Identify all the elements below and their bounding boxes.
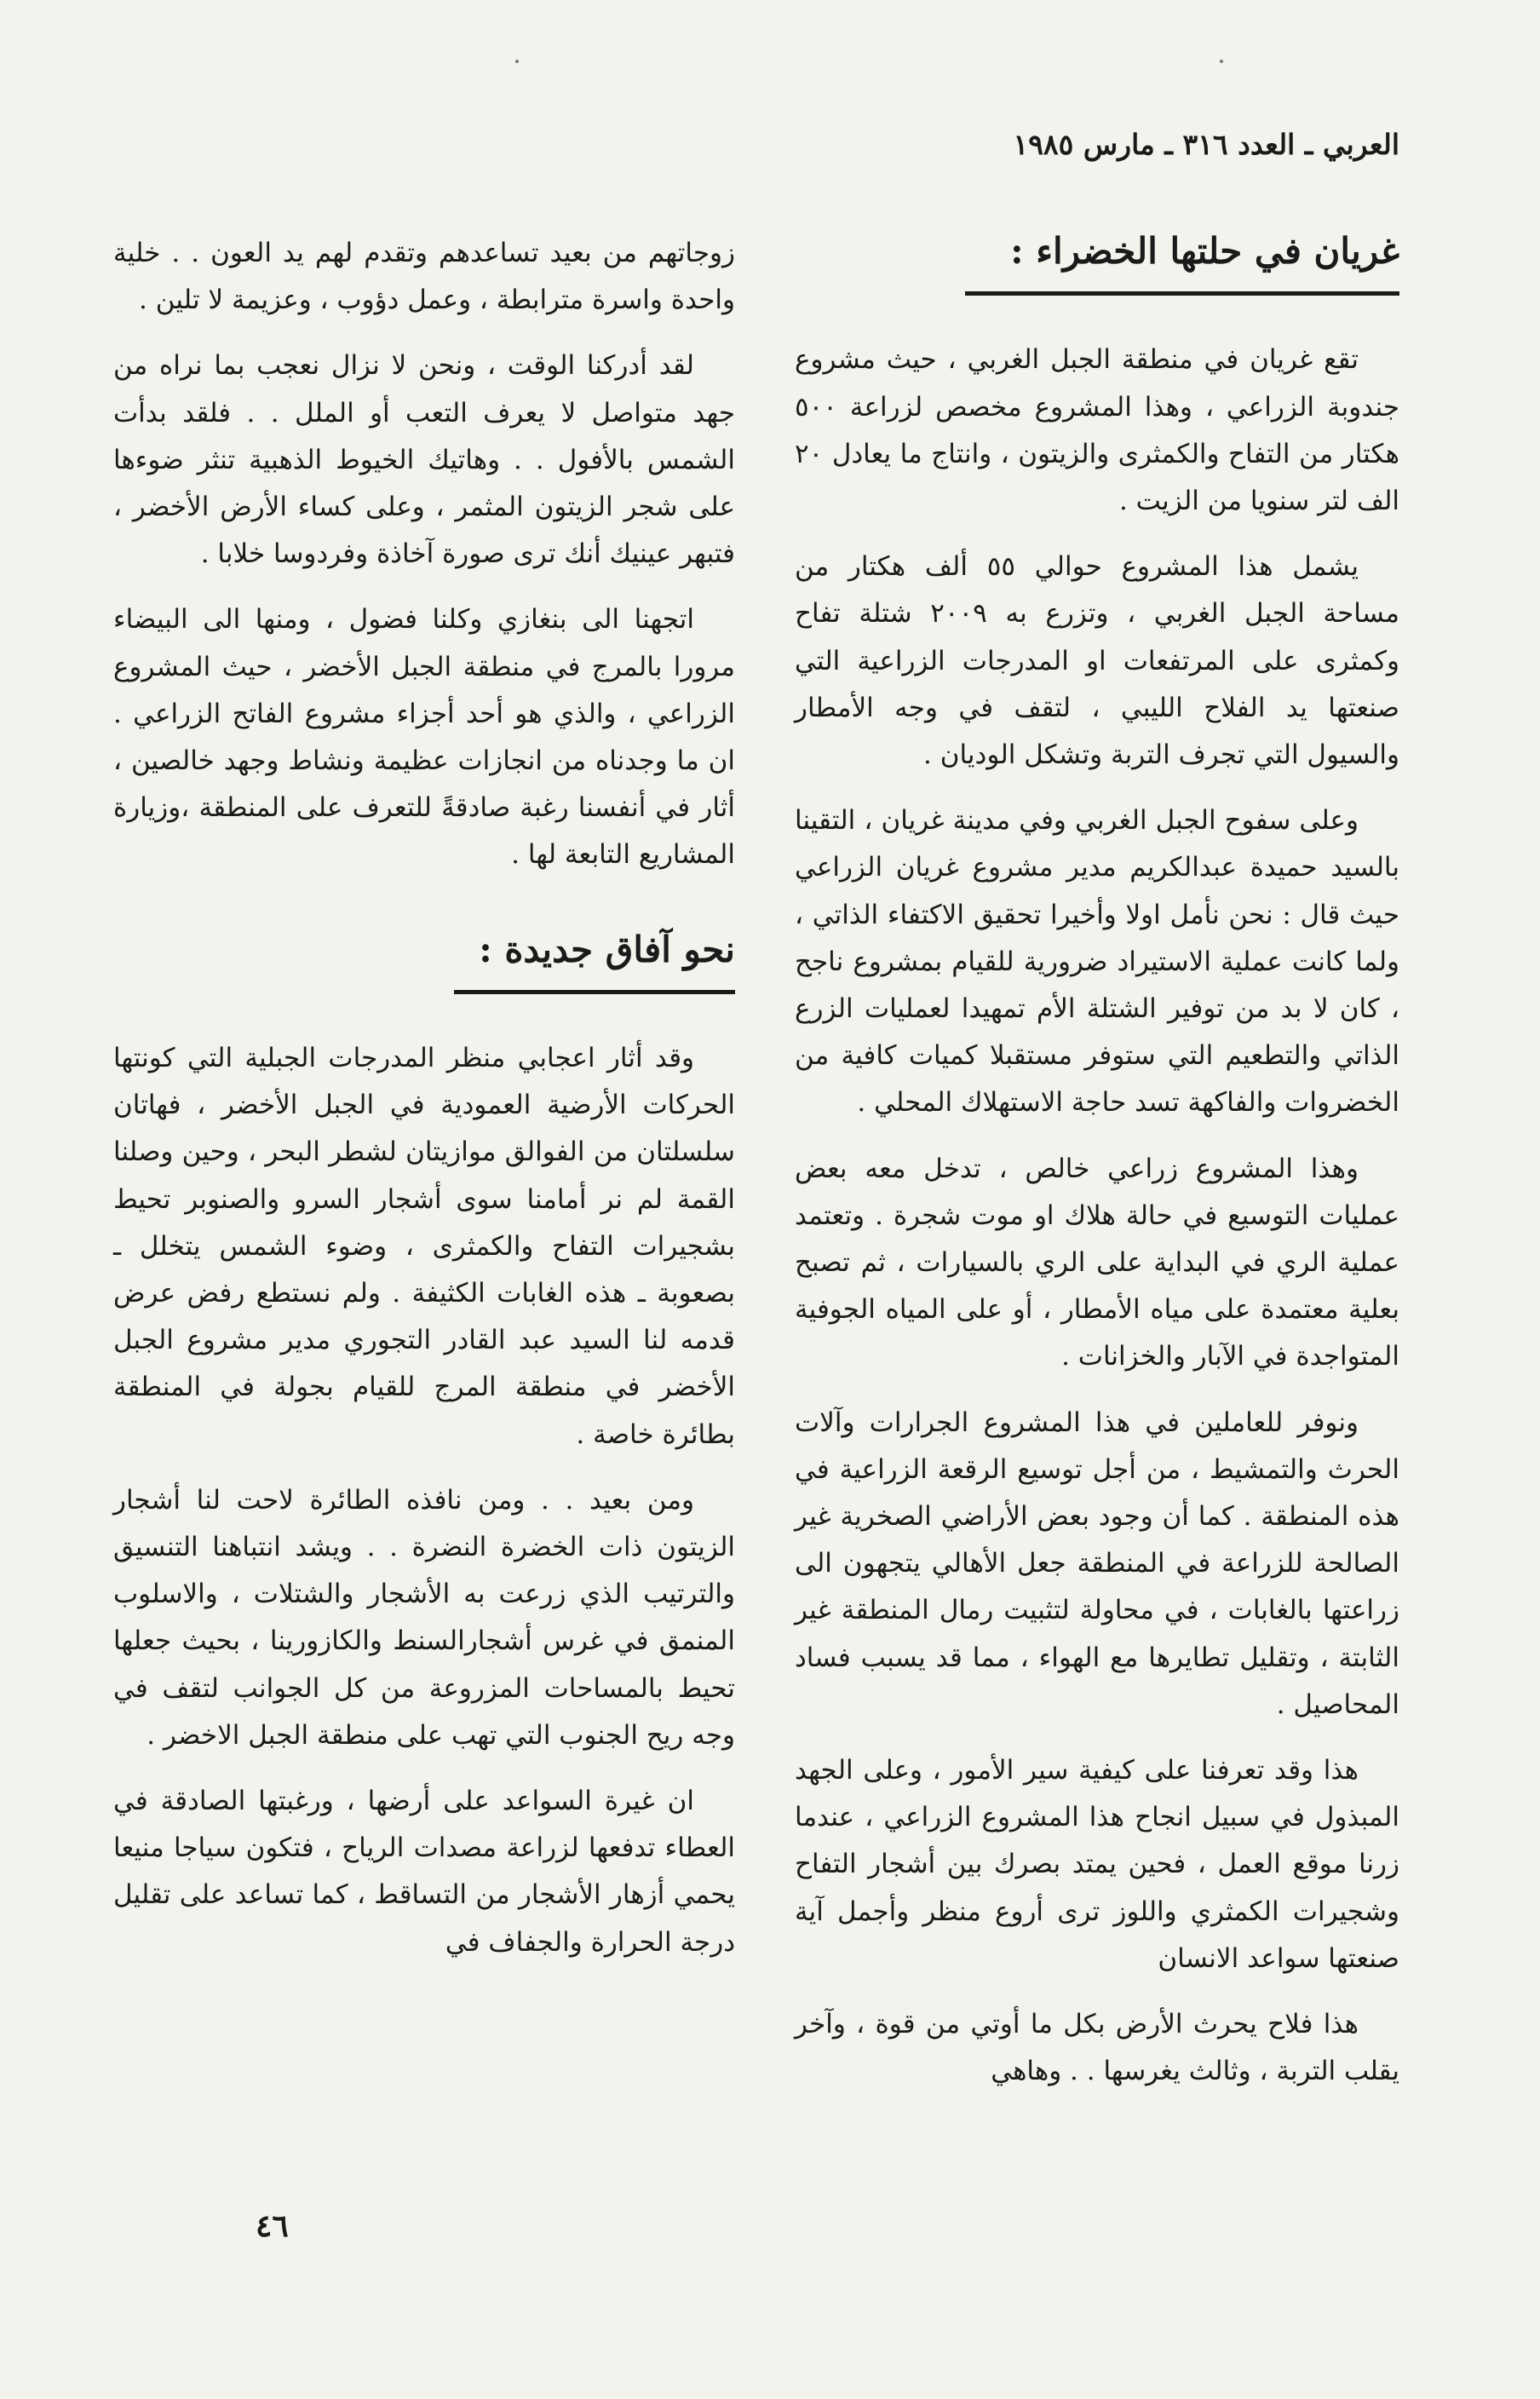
paragraph: هذا فلاح يحرث الأرض بكل ما أوتي من قوة ، وآخر يقلب التربة ، وثالث يغرسها . . وهاهي — [795, 2009, 1399, 2087]
paragraph: لقد أدركنا الوقت ، ونحن لا نزال نعجب بما نراه من جهد متواصل لا يعرف التعب أو الملل . . فلقد بدأت الشمس بالأفول . . وهاتيك الخيوط الذهبية تنثر ضوءها على شجر الزيتون المثمر ، وعلى كساء الأرض الأخضر ، فتبهر عينيك أنك ترى صورة آخاذة وفردوسا خلابا . — [113, 350, 735, 570]
paragraph: وهذا المشروع زراعي خالص ، تدخل معه بعض عمليات التوسيع في حالة هلاك او موت شجرة . وتعتمد عملية الري في البداية على الري بالسيارات ، ثم تصبح بعلية معتمدة على مياه الأمطار ، أو على المياه الجوفية المتواجدة في الآبار والخزانات . — [795, 1153, 1399, 1372]
paragraph: ونوفر للعاملين في هذا المشروع الجرارات وآلات الحرث والتمشيط ، من أجل توسيع الرقعة الزراعية في هذه المنطقة . كما أن وجود بعض الأراضي الصخرية غير الصالحة للزراعة في المنطقة جعل الأهالي يتجهون الى زراعتها بالغابات ، في محاولة لتثبيت رمال المنطقة غير الثابتة ، وتقليل تطايرها مع الهواء ، مما قد يسبب فساد المحاصيل . — [795, 1407, 1399, 1720]
paragraph: اتجهنا الى بنغازي وكلنا فضول ، ومنها الى البيضاء مرورا بالمرج في منطقة الجبل الأخضر ، حيث المشروع الزراعي ، والذي هو أحد أجزاء مشروع الفاتح الزراعي . ان ما وجدناه من انجازات عظيمة ونشاط وجهد خالصين ، أثار في أنفسنا رغبة صادقةً للتعرف على المنطقة ،وزيارة المشاريع التابعة لها . — [113, 604, 735, 871]
right-column — [795, 230, 1399, 2114]
running-header: العربي ـ العدد ٣١٦ ـ مارس ١٩٨٥ — [1013, 128, 1399, 161]
section-title-horizons: نحو آفاق جديدة : — [479, 928, 735, 970]
left-column — [113, 230, 735, 1985]
paragraph: يشمل هذا المشروع حوالي ٥٥ ألف هكتار من مساحة الجبل الغربي ، وتزرع به ٢٠٠٩ شتلة تفاح وكمثرى على المرتفعات او المدرجات الزراعية التي صنعتها يد الفلاح الليبي ، لتقف في وجه الأمطار والسيول التي تجرف التربة وتشكل الوديان . — [795, 551, 1399, 771]
section-title-gharyan: غريان في حلتها الخضراء : — [1010, 230, 1399, 272]
paragraph: ومن بعيد . . ومن نافذه الطائرة لاحت لنا أشجار الزيتون ذات الخضرة النضرة . . ويشد انتباهنا التنسيق والترتيب الذي زرعت به الأشجار والشتلات ، والاسلوب المنمق في غرس أشجارالسنط والكازورينا ، بحيث جعلها تحيط بالمساحات المزروعة من كل الجوانب لتقف في وجه ريح الجنوب التي تهب على منطقة الجبل الاخضر . — [113, 1484, 735, 1751]
title-underline — [454, 990, 735, 994]
scan-speck — [515, 60, 519, 63]
section-gharyan — [795, 230, 1399, 2096]
paragraph: ان غيرة السواعد على أرضها ، ورغبتها الصادقة في العطاء تدفعها لزراعة مصدات الرياح ، فتكون سياجا منيعا يحمي أزهار الأشجار من التساقط ، كما تساعد على تقليل درجة الحرارة والجفاف في — [113, 1786, 735, 1958]
page-number: ٤٦ — [256, 2208, 289, 2244]
scan-speck — [1220, 60, 1223, 63]
paragraph: وعلى سفوح الجبل الغربي وفي مدينة غريان ، التقينا بالسيد حميدة عبدالكريم مدير مشروع غريان الزراعي حيث قال : نحن نأمل اولا وأخيرا تحقيق الاكتفاء الذاتي ، ولما كانت عملية الاستيراد ضرورية للقيام بمشروع ناجح ، كان لا بد من توفير الشتلة الأم تمهيدا لعمليات الزرع الذاتي والتطعيم التي ستوفر مستقبلا كميات كافية من الخضروات والفاكهة تسد حاجة الاستهلاك المحلي . — [795, 805, 1399, 1119]
title-underline — [965, 291, 1399, 296]
paragraph: زوجاتهم من بعيد تساعدهم وتقدم لهم يد العون . . خلية واحدة واسرة مترابطة ، وعمل دؤوب ، وعزيمة لا تلين . — [113, 238, 735, 316]
paragraph: وقد أثار اعجابي منظر المدرجات الجبلية التي كونتها الحركات الأرضية العمودية في الجبل الأخضر ، فهاتان سلسلتان من الفوالق موازيتان لشطر البحر ، وحين وصلنا القمة لم نر أمامنا سوى أشجار السرو والصنوبر تحيط بشجيرات التفاح والكمثرى ، وضوء الشمس يتخلل ـ بصعوبة ـ هذه الغابات الكثيفة . ولم نستطع رفض عرض قدمه لنا السيد عبد القادر التجوري مدير مشروع الجبل الأخضر في منطقة المرج للقيام بجولة في المنطقة بطائرة خاصة . — [113, 1043, 735, 1450]
paragraph: هذا وقد تعرفنا على كيفية سير الأمور ، وعلى الجهد المبذول في سبيل انجاح هذا المشروع الزراعي ، عندما زرنا موقع العمل ، فحين يمتد بصرك بين أشجار التفاح وشجيرات الكمثري واللوز ترى أروع منظر وأجمل آية صنعتها سواعد الانسان — [795, 1755, 1399, 1974]
section-horizons — [113, 929, 735, 1966]
section-continuation — [113, 230, 735, 879]
paragraph: تقع غريان في منطقة الجبل الغربي ، حيث مشروع جندوبة الزراعي ، وهذا المشروع مخصص لزراعة ٥٠٠ هكتار من التفاح والكمثرى والزيتون ، وانتاج ما يعادل ٢٠ الف لتر سنويا من الزيت . — [795, 344, 1399, 516]
